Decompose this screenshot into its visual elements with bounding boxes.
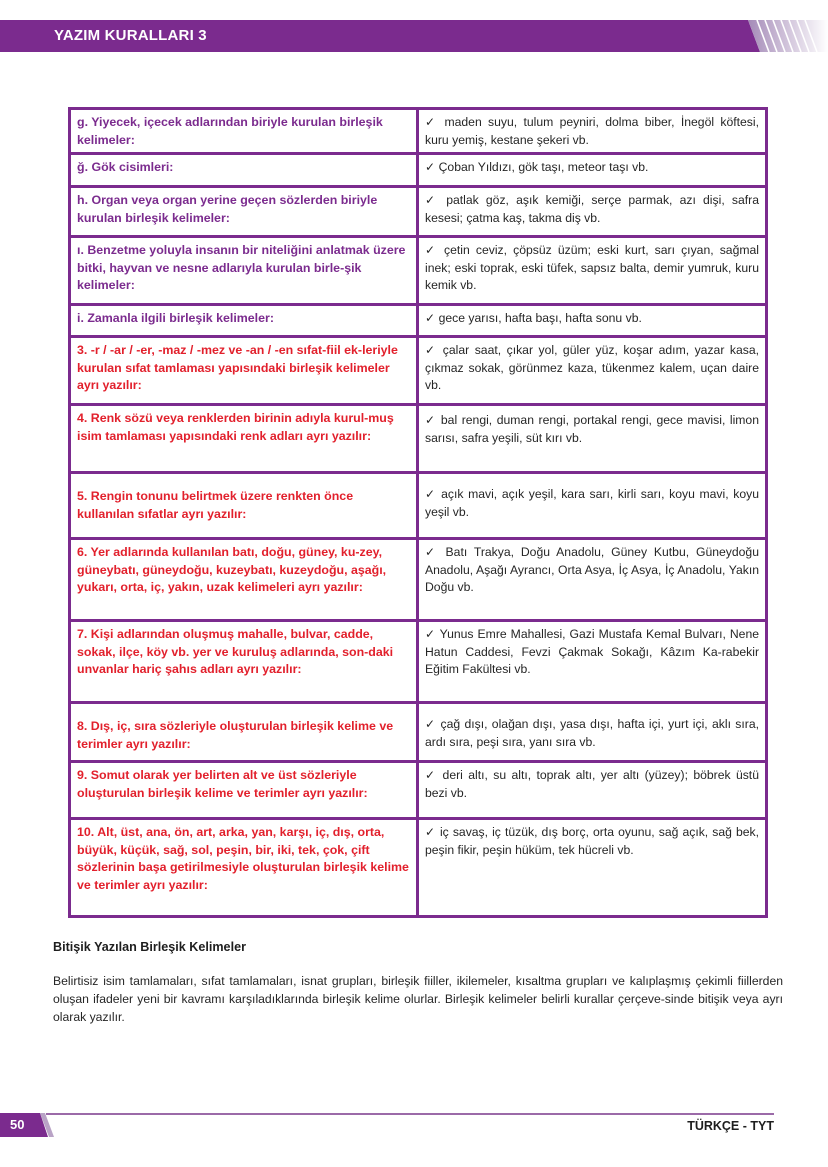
rule-cell: 8. Dış, iç, sıra sözleriyle oluşturulan birleşik kelime ve terimler ayrı yazılır: [71, 704, 419, 760]
check-mark-icon: ✓ [425, 115, 445, 129]
examples-cell [419, 820, 765, 915]
rule-cell: ğ. Gök cisimleri: [71, 155, 419, 185]
table-row [71, 403, 765, 471]
table-row [71, 235, 765, 303]
examples-text: maden suyu, tulum peyniri, dolma biber, İnegöl köftesi, kuru yemiş, kestane şekeri vb. [425, 115, 759, 147]
examples-text: gece yarısı, hafta başı, hafta sonu vb. [438, 311, 642, 325]
rule-cell: 3. -r / -ar / -er, -maz / -mez ve -an / -en sıfat-fiil ek-leriyle kurulan sıfat tamlaması yapısındaki birleşik kelimeler ayrı yazılır: [71, 338, 419, 403]
table-row [71, 335, 765, 403]
examples-text: patlak göz, aşık kemiği, serçe parmak, azı dişi, safra kesesi; çatma kaş, takma diş vb. [425, 193, 759, 225]
examples-text: iç savaş, iç tüzük, dış borç, orta oyunu, sağ açık, sağ bek, peşin fikir, peşin hüküm, tek hücreli vb. [425, 825, 759, 857]
examples-text: çetin ceviz, çöpsüz üzüm; eski kurt, sarı çıyan, sağmal inek; eski toprak, eski tüfek, sapsız balta, demir yumruk, kuru kemik vb. [425, 243, 759, 292]
table-row [71, 110, 765, 152]
examples-text: çalar saat, çıkar yol, güler yüz, koşar adım, yazar kasa, çıkmaz sokak, görünmez kaza, tükenmez kalem, uçan daire vb. [425, 343, 759, 392]
table-row [71, 760, 765, 817]
footer-divider [46, 1113, 774, 1115]
check-mark-icon: ✓ [425, 343, 443, 357]
examples-text: bal rengi, duman rengi, portakal rengi, gece mavisi, limon sarısı, safra yeşili, süt kırı vb. [425, 413, 759, 445]
rule-cell: h. Organ veya organ yerine geçen sözlerden biriyle kurulan birleşik kelimeler: [71, 188, 419, 235]
table-row [71, 701, 765, 760]
rule-cell: ı. Benzetme yoluyla insanın bir niteliğini anlatmak üzere bitki, hayvan ve nesne adlarıyla kurulan birle-şik kelimeler: [71, 238, 419, 303]
check-mark-icon: ✓ [425, 193, 447, 207]
section-heading: Bitişik Yazılan Birleşik Kelimeler [53, 940, 246, 954]
check-mark-icon: ✓ [425, 487, 442, 501]
check-mark-icon: ✓ [425, 243, 445, 257]
rule-cell: 6. Yer adlarında kullanılan batı, doğu, güney, ku-zey, güneybatı, güneydoğu, kuzeybatı, kuzeydoğu, aşağı, yukarı, orta, iç, yakın, uzak kelimeleri ayrı yazılır: [71, 540, 419, 619]
examples-text: çağ dışı, olağan dışı, yasa dışı, hafta içi, yurt içi, aklı sıra, ardı sıra, peşi sıra, yanı sıra vb. [425, 717, 759, 749]
examples-cell [419, 188, 765, 235]
check-mark-icon: ✓ [425, 825, 440, 839]
rule-cell: g. Yiyecek, içecek adlarından biriyle kurulan birleşik kelimeler: [71, 110, 419, 152]
table-row [71, 152, 765, 185]
check-mark-icon: ✓ [425, 717, 441, 731]
check-mark-icon: ✓ [425, 627, 440, 641]
rule-cell: 9. Somut olarak yer belirten alt ve üst sözleriyle oluşturulan birleşik kelime ve terimler ayrı yazılır: [71, 763, 419, 817]
table-row [71, 471, 765, 537]
table-row [71, 537, 765, 619]
check-mark-icon: ✓ [425, 768, 443, 782]
rule-cell: i. Zamanla ilgili birleşik kelimeler: [71, 306, 419, 335]
table-row [71, 185, 765, 235]
examples-cell [419, 406, 765, 471]
table-row [71, 817, 765, 915]
rule-cell: 5. Rengin tonunu belirtmek üzere renkten önce kullanılan sıfatlar ayrı yazılır: [71, 474, 419, 537]
examples-cell [419, 474, 765, 537]
check-mark-icon: ✓ [425, 545, 446, 559]
examples-text: açık mavi, açık yeşil, kara sarı, kirli sarı, koyu mavi, koyu yeşil vb. [425, 487, 759, 519]
examples-text: Yunus Emre Mahallesi, Gazi Mustafa Kemal Bulvarı, Nene Hatun Caddesi, Fevzi Çakmak Sokağı, Kâzım Ka-rabekir Eğitim Fakültesi vb. [425, 627, 759, 676]
page-number: 50 [10, 1117, 25, 1132]
examples-cell [419, 540, 765, 619]
footer-subject: TÜRKÇE - TYT [687, 1119, 774, 1133]
examples-cell [419, 110, 765, 152]
examples-cell [419, 306, 765, 335]
examples-cell [419, 238, 765, 303]
examples-cell [419, 338, 765, 403]
table-row [71, 303, 765, 335]
header-stripes-decoration [745, 20, 828, 52]
rule-cell: 10. Alt, üst, ana, ön, art, arka, yan, karşı, iç, dış, orta, büyük, küçük, sağ, sol, peşin, bir, iki, tek, çok, çift sözlerinin başa getirilmesiyle oluşturulan birleşik kelime ve terimler ayrı yazılır: [71, 820, 419, 915]
examples-text: Çoban Yıldızı, gök taşı, meteor taşı vb. [438, 160, 649, 174]
rules-table [68, 107, 768, 918]
examples-cell [419, 763, 765, 817]
check-mark-icon: ✓ [425, 160, 439, 174]
rule-cell: 4. Renk sözü veya renklerden birinin adıyla kurul-muş isim tamlaması yapısındaki renk adları ayrı yazılır: [71, 406, 419, 471]
check-mark-icon: ✓ [425, 413, 441, 427]
table-row [71, 619, 765, 701]
chapter-title: YAZIM KURALLARI 3 [54, 27, 207, 44]
section-paragraph: Belirtisiz isim tamlamaları, sıfat tamlamaları, isnat grupları, birleşik fiiller, ikilemeler, kısaltma grupları ve kalıplaşmış çekimli fiillerden oluşan ifadeler yeni bir kavramı karşıladıklarında birleşik kelime olurlar. Birleşik kelimeler belirli kurallar çerçeve-sinde bitişik veya ayrı olarak yazılır. [53, 974, 783, 1024]
examples-cell [419, 704, 765, 760]
examples-cell [419, 622, 765, 701]
examples-text: deri altı, su altı, toprak altı, yer altı (yüzey); böbrek üstü bezi vb. [425, 768, 759, 800]
chapter-header [0, 20, 828, 52]
examples-cell [419, 155, 765, 185]
rule-cell: 7. Kişi adlarından oluşmuş mahalle, bulvar, cadde, sokak, ilçe, köy vb. yer ve kuruluş adlarında, son-daki unvanlar hariç şahıs adları ayrı yazılır: [71, 622, 419, 701]
check-mark-icon: ✓ [425, 311, 439, 325]
examples-text: Batı Trakya, Doğu Anadolu, Güney Kutbu, Güneydoğu Anadolu, Aşağı Ayrancı, Orta Asya, İç Asya, İç Anadolu, Yakın Doğu vb. [425, 545, 759, 594]
